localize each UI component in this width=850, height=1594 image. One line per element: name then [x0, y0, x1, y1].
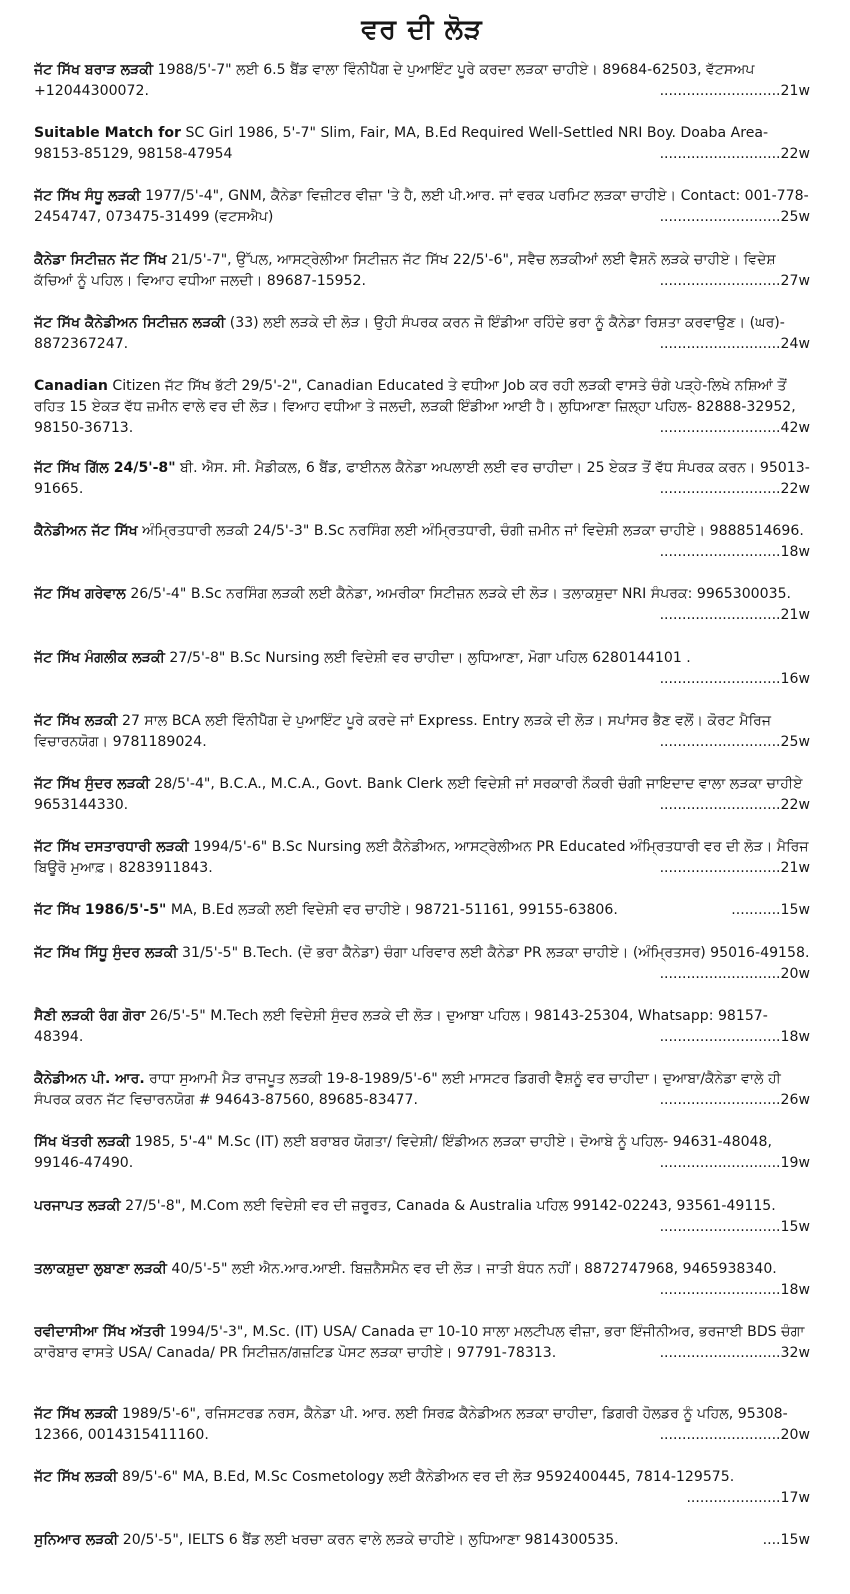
- ad-lead: Suitable Match for: [34, 125, 181, 142]
- classified-ad: [34, 1259, 810, 1301]
- classified-ad: [34, 123, 810, 165]
- ad-lead: ਜੱਟ ਸਿੱਖ ਸੰਧੂ ਲੜਕੀ: [34, 188, 141, 205]
- ad-text: 40/5'-5" ਲਈ ਐਨ.ਆਰ.ਆਈ. ਬਿਜ਼ਨੈਸਮੈਨ ਵਰ ਦੀ ਲੋੜ। ਜਾਤੀ ਬੰਧਨ ਨਹੀਂ। 8872747968, 9465938340.: [166, 1260, 777, 1277]
- ad-text: 89/5'-6" MA, B.Ed, M.Sc Cosmetology ਲਈ ਕੈਨੇਡੀਅਨ ਵਰ ਦੀ ਲੋੜ 9592400445, 7814-129575.: [117, 1469, 735, 1486]
- ad-code: ...........................18w: [659, 1281, 810, 1298]
- ad-lead: ਕੈਨੇਡਾ ਸਿਟੀਜ਼ਨ ਜੱਟ ਸਿੱਖ: [34, 251, 167, 268]
- ad-text: 21/5'-7", ਉੱਪਲ, ਆਸਟ੍ਰੇਲੀਆ ਸਿਟੀਜ਼ਨ ਜੱਟ ਸਿੱਖ 22/5'-6", ਸਵੈਚ ਲੜਕੀਆਂ ਲਈ ਵੈਸ਼ਨੋ ਲੜਕੇ ਚਾਹੀਏ। ਵਿਦੇਸ਼ ਕੱਚਿਆਂ ਨੂੰ ਪਹਿਲ। ਵਿਆਹ ਵਧੀਆ ਜਲਦੀ। 89687-15952.: [34, 251, 776, 289]
- classified-ad: [34, 774, 810, 816]
- classified-ad: [34, 943, 810, 985]
- ad-text: MA, B.Ed ਲੜਕੀ ਲਈ ਵਿਦੇਸ਼ੀ ਵਰ ਚਾਹੀਏ। 98721-51161, 99155-63806.: [166, 902, 618, 919]
- ad-lead: ਜੱਟ ਸਿੱਖ ਬਰਾੜ ਲੜਕੀ: [34, 62, 154, 78]
- ad-code: ...........................21w: [659, 83, 810, 99]
- ad-text: 1988/5'-7" ਲਈ 6.5 ਬੈਂਡ ਵਾਲਾ ਵਿੰਨੀਪੈੱਗ ਦੇ ਪੁਆਇੰਟ ਪੂਰੇ ਕਰਦਾ ਲੜਕਾ ਚਾਹੀਏ। 89684-62503, ਵੱਟਸਅਪ +12044300072.: [34, 62, 755, 99]
- ad-lead: ਜੱਟ ਸਿੱਖ 1986/5'-5": [34, 902, 167, 919]
- ad-code: ...........................21w: [659, 860, 810, 877]
- classified-ad: [34, 1006, 810, 1048]
- ad-lead: ਤਲਾਕਸ਼ੁਦਾ ਲੁਬਾਣਾ ਲੜਕੀ: [34, 1260, 167, 1277]
- classified-ad: [34, 521, 810, 563]
- classified-ad: [34, 711, 810, 753]
- classified-ad: [34, 313, 810, 355]
- ad-code: ...........15w: [731, 902, 810, 919]
- classified-ad: [34, 648, 810, 690]
- ad-code: ...........................16w: [659, 670, 810, 687]
- ad-lead: ਜੱਟ ਸਿੱਖ ਕੈਨੇਡੀਅਨ ਸਿਟੀਜ਼ਨ ਲੜਕੀ: [34, 314, 226, 331]
- ad-code: ...........................22w: [659, 796, 810, 813]
- ad-lead: ਜੱਟ ਸਿੱਖ ਸਿੱਧੂ ਸੁੰਦਰ ਲੜਕੀ: [34, 944, 178, 961]
- ad-text: 1977/5'-4", GNM, ਕੈਨੇਡਾ ਵਿਜ਼ੀਟਰ ਵੀਜ਼ਾ 'ਤੇ ਹੈ, ਲਈ ਪੀ.ਆਰ. ਜਾਂ ਵਰਕ ਪਰਮਿਟ ਲੜਕਾ ਚਾਹੀਏ। Contact: 001-778-2454747, 073475-31499 (ਵਟਸਐਪ): [34, 188, 809, 226]
- ads-list: [34, 60, 810, 1551]
- ad-code: ...........................20w: [659, 965, 810, 982]
- ad-code: ...........................15w: [659, 1218, 810, 1235]
- ad-text: (33) ਲਈ ਲੜਕੇ ਦੀ ਲੋੜ। ਉਹੀ ਸੰਪਰਕ ਕਰਨ ਜੋ ਇੰਡੀਆ ਰਹਿੰਦੇ ਭਰਾ ਨੂੰ ਕੈਨੇਡਾ ਰਿਸ਼ਤਾ ਕਰਵਾਉਣ। (ਘਰ)- 8872367247.: [34, 314, 785, 352]
- ad-code: ...........................22w: [659, 146, 810, 163]
- ad-text: 1985, 5'-4" M.Sc (IT) ਲਈ ਬਰਾਬਰ ਯੋਗਤਾ/ ਵਿਦੇਸ਼ੀ/ ਇੰਡੀਅਨ ਲੜਕਾ ਚਾਹੀਏ। ਦੋਆਬੇ ਨੂੰ ਪਹਿਲ- 94631-48048, 99146-47490.: [34, 1134, 772, 1172]
- classifieds-page: [0, 14, 850, 1594]
- ad-code: .....................17w: [686, 1490, 810, 1507]
- ad-text: ਅੰਮ੍ਰਿਤਧਾਰੀ ਲੜਕੀ 24/5'-3" B.Sc ਨਰਸਿੰਗ ਲਈ ਅੰਮ੍ਰਿਤਧਾਰੀ, ਚੰਗੀ ਜ਼ਮੀਨ ਜਾਂ ਵਿਦੇਸ਼ੀ ਲੜਕਾ ਚਾਹੀਏ। 9888514696.: [137, 523, 804, 540]
- ad-code: ...........................25w: [659, 733, 810, 750]
- ad-code: ...........................18w: [659, 1029, 810, 1046]
- ad-text: 28/5'-4", B.C.A., M.C.A., Govt. Bank Clerk ਲਈ ਵਿਦੇਸ਼ੀ ਜਾਂ ਸਰਕਾਰੀ ਨੌਕਰੀ ਚੰਗੀ ਜਾਇਦਾਦ ਵਾਲਾ ਲੜਕਾ ਚਾਹੀਏ 9653144330.: [34, 775, 803, 813]
- ad-code: ...........................24w: [659, 335, 810, 352]
- classified-ad: [34, 1196, 810, 1238]
- ad-text: 1989/5'-6", ਰਜਿਸਟਰਡ ਨਰਸ, ਕੈਨੇਡਾ ਪੀ. ਆਰ. ਲਈ ਸਿਰਫ਼ ਕੈਨੇਡੀਅਨ ਲੜਕਾ ਚਾਹੀਦਾ, ਡਿਗਰੀ ਹੋਲਡਰ ਨੂੰ ਪਹਿਲ, 95308-12366, 0014315411160.: [34, 1405, 788, 1443]
- ad-lead: ਸੁਨਿਆਰ ਲੜਕੀ: [34, 1532, 119, 1549]
- ad-lead: ਜੱਟ ਸਿੱਖ ਦਸਤਾਰਧਾਰੀ ਲੜਕੀ: [34, 839, 189, 856]
- classified-ad: [34, 837, 810, 879]
- ad-lead: ਜੱਟ ਸਿੱਖ ਗਰੇਵਾਲ: [34, 586, 126, 603]
- ad-code: ...........................22w: [659, 480, 810, 497]
- ad-text: SC Girl 1986, 5'-7" Slim, Fair, MA, B.Ed Required Well-Settled NRI Boy. Doaba Area-98153-85129, 98158-47954: [34, 125, 769, 163]
- ad-lead: ਕੈਨੇਡੀਅਨ ਜੱਟ ਸਿੱਖ: [34, 523, 138, 540]
- ad-lead: ਕੈਨੇਡੀਅਨ ਪੀ. ਆਰ.: [34, 1071, 145, 1088]
- ad-lead: ਜੱਟ ਸਿੱਖ ਲੜਕੀ: [34, 1405, 118, 1422]
- ad-text: 1994/5'-6" B.Sc Nursing ਲਈ ਕੈਨੇਡੀਅਨ, ਆਸਟ੍ਰੇਲੀਅਨ PR Educated ਅੰਮ੍ਰਿਤਧਾਰੀ ਵਰ ਦੀ ਲੋੜ। ਮੈਰਿਜ ਬਿਊਰੋ ਮੁਆਫ਼। 8283911843.: [34, 839, 809, 877]
- ad-code: ...........................26w: [659, 1092, 810, 1109]
- ad-text: 26/5'-4" B.Sc ਨਰਸਿੰਗ ਲੜਕੀ ਲਈ ਕੈਨੇਡਾ, ਅਮਰੀਕਾ ਸਿਟੀਜ਼ਨ ਲੜਕੇ ਦੀ ਲੋੜ। ਤਲਾਕਸ਼ੁਦਾ NRI ਸੰਪਰਕ: 9965300035.: [125, 586, 792, 603]
- ad-lead: ਜੱਟ ਸਿੱਖ ਗਿੱਲ 24/5'-8": [34, 459, 176, 476]
- ad-code: ...........................20w: [659, 1426, 810, 1443]
- ad-code: ...........................21w: [659, 607, 810, 624]
- classified-ad: [34, 1467, 810, 1509]
- classified-ad: [34, 376, 810, 439]
- ad-text: 27/5'-8" B.Sc Nursing ਲਈ ਵਿਦੇਸ਼ੀ ਵਰ ਚਾਹੀਦਾ। ਲੁਧਿਆਣਾ, ਮੋਗਾ ਪਹਿਲ 6280144101 .: [164, 649, 691, 666]
- ad-text: ਬੀ. ਐਸ. ਸੀ. ਮੈਡੀਕਲ, 6 ਬੈਂਡ, ਫਾਈਨਲ ਕੈਨੇਡਾ ਅਪਲਾਈ ਲਈ ਵਰ ਚਾਹੀਦਾ। 25 ਏਕੜ ਤੋਂ ਵੱਧ ਸੰਪਰਕ ਕਰਨ। 95013-91665.: [34, 459, 810, 497]
- ad-lead: ਜੱਟ ਸਿੱਖ ਲੜਕੀ: [34, 712, 118, 729]
- classified-ad: [34, 250, 810, 292]
- ad-code: ...........................25w: [659, 209, 810, 226]
- page-title: ਵਰ ਦੀ ਲੋੜ: [361, 14, 483, 45]
- ad-code: ....15w: [762, 1532, 810, 1549]
- classified-ad: [34, 1322, 810, 1385]
- ad-text: 27/5'-8", M.Com ਲਈ ਵਿਦੇਸ਼ੀ ਵਰ ਦੀ ਜ਼ਰੂਰਤ, Canada & Australia ਪਹਿਲ 99142-02243, 93561-49115.: [120, 1197, 776, 1214]
- classified-ad: [34, 900, 810, 921]
- ad-text: 31/5'-5" B.Tech. (ਦੋ ਭਰਾ ਕੈਨੇਡਾ) ਚੰਗਾ ਪਰਿਵਾਰ ਲਈ ਕੈਨੇਡਾ PR ਲੜਕਾ ਚਾਹੀਏ। (ਅੰਮ੍ਰਿਤਸਰ) 95016-49158.: [177, 944, 810, 961]
- classified-ad: [34, 458, 810, 500]
- ad-lead: ਰਵੀਦਾਸੀਆ ਸਿੱਖ ਅੱਤਰੀ: [34, 1323, 165, 1340]
- classified-ad: [34, 186, 810, 228]
- classified-ad: [34, 60, 810, 102]
- ad-text: 27 ਸਾਲ BCA ਲਈ ਵਿੰਨੀਪੈੱਗ ਦੇ ਪੁਆਇੰਟ ਪੂਰੇ ਕਰਦੇ ਜਾਂ Express. Entry ਲੜਕੇ ਦੀ ਲੋੜ। ਸਪਾਂਸਰ ਭੈਣ ਵਲੋਂ। ਕੋਰਟ ਮੈਰਿਜ ਵਿਚਾਰਨਯੋਗ। 9781189024.: [34, 712, 772, 750]
- ad-lead: ਸਿੱਖ ਖੱਤਰੀ ਲੜਕੀ: [34, 1134, 131, 1151]
- ad-text: Citizen ਜੱਟ ਸਿੱਖ ਭੱਟੀ 29/5'-2", Canadian Educated ਤੇ ਵਧੀਆ Job ਕਰ ਰਹੀ ਲੜਕੀ ਵਾਸਤੇ ਚੰਗੇ ਪੜ੍ਹੇ-ਲਿਖੇ ਨਸ਼ਿਆਂ ਤੋਂ ਰਹਿਤ 15 ਏਕੜ ਵੱਧ ਜ਼ਮੀਨ ਵਾਲੇ ਵਰ ਦੀ ਲੋੜ। ਵਿਆਹ ਵਧੀਆ ਤੇ ਜਲਦੀ, ਲੜਕੀ ਇੰਡੀਆ ਆਈ ਹੈ। ਲੁਧਿਆਣਾ ਜ਼ਿਲ੍ਹਾ ਪਹਿਲ- 82888-32952, 98150-36713.: [34, 377, 796, 436]
- ad-text: 26/5'-5" M.Tech ਲਈ ਵਿਦੇਸ਼ੀ ਸੁੰਦਰ ਲੜਕੇ ਦੀ ਲੋੜ। ਦੁਆਬਾ ਪਹਿਲ। 98143-25304, Whatsapp: 98157-48394.: [34, 1008, 768, 1046]
- ad-lead: ਪਰਜਾਪਤ ਲੜਕੀ: [34, 1197, 121, 1214]
- ad-code: ...........................19w: [659, 1155, 810, 1172]
- ad-lead: ਜੱਟ ਸਿੱਖ ਮੰਗਲੀਕ ਲੜਕੀ: [34, 649, 165, 666]
- classified-ad: [34, 584, 810, 626]
- classified-ad: [34, 1404, 810, 1446]
- ad-code: ...........................32w: [659, 1344, 810, 1361]
- ad-code: ...........................18w: [659, 544, 810, 561]
- classified-ad: [34, 1069, 810, 1111]
- ad-code: ...........................42w: [659, 419, 810, 436]
- ad-lead: Canadian: [34, 377, 108, 394]
- classified-ad: [34, 1530, 810, 1551]
- ad-text: 1994/5'-3", M.Sc. (IT) USA/ Canada ਦਾ 10-10 ਸਾਲਾ ਮਲਟੀਪਲ ਵੀਜ਼ਾ, ਭਰਾ ਇੰਜੀਨੀਅਰ, ਭਰਜਾਈ BDS ਚੰਗਾ ਕਾਰੋਬਾਰ ਵਾਸਤੇ USA/ Canada/ PR ਸਿਟੀਜ਼ਨ/ਗਜ਼ਟਿਡ ਪੋਸਟ ਲੜਕਾ ਚਾਹੀਏ। 97791-78313.: [34, 1323, 805, 1361]
- ad-lead: ਸੈਣੀ ਲੜਕੀ ਰੰਗ ਗੋਰਾ: [34, 1008, 146, 1025]
- classified-ad: [34, 1132, 810, 1174]
- ad-text: 20/5'-5", IELTS 6 ਬੈਂਡ ਲਈ ਖਰਚਾ ਕਰਨ ਵਾਲੇ ਲੜਕੇ ਚਾਹੀਏ। ਲੁਧਿਆਣਾ 9814300535.: [118, 1532, 619, 1549]
- ad-text: ਰਾਧਾ ਸੁਆਮੀ ਮੈੜ ਰਾਜਪੂਤ ਲੜਕੀ 19-8-1989/5'-6" ਲਈ ਮਾਸਟਰ ਡਿਗਰੀ ਵੈਸ਼ਨੂੰ ਵਰ ਚਾਹੀਦਾ। ਦੁਆਬਾ/ਕੈਨੇਡਾ ਵਾਲੇ ਹੀ ਸੰਪਰਕ ਕਰਨ ਜੱਟ ਵਿਚਾਰਨਯੋਗ # 94643-87560, 89685-83477.: [34, 1071, 781, 1109]
- ad-code: ...........................27w: [659, 272, 810, 289]
- ad-lead: ਜੱਟ ਸਿੱਖ ਸੁੰਦਰ ਲੜਕੀ: [34, 775, 150, 792]
- ad-lead: ਜੱਟ ਸਿੱਖ ਲੜਕੀ: [34, 1469, 118, 1486]
